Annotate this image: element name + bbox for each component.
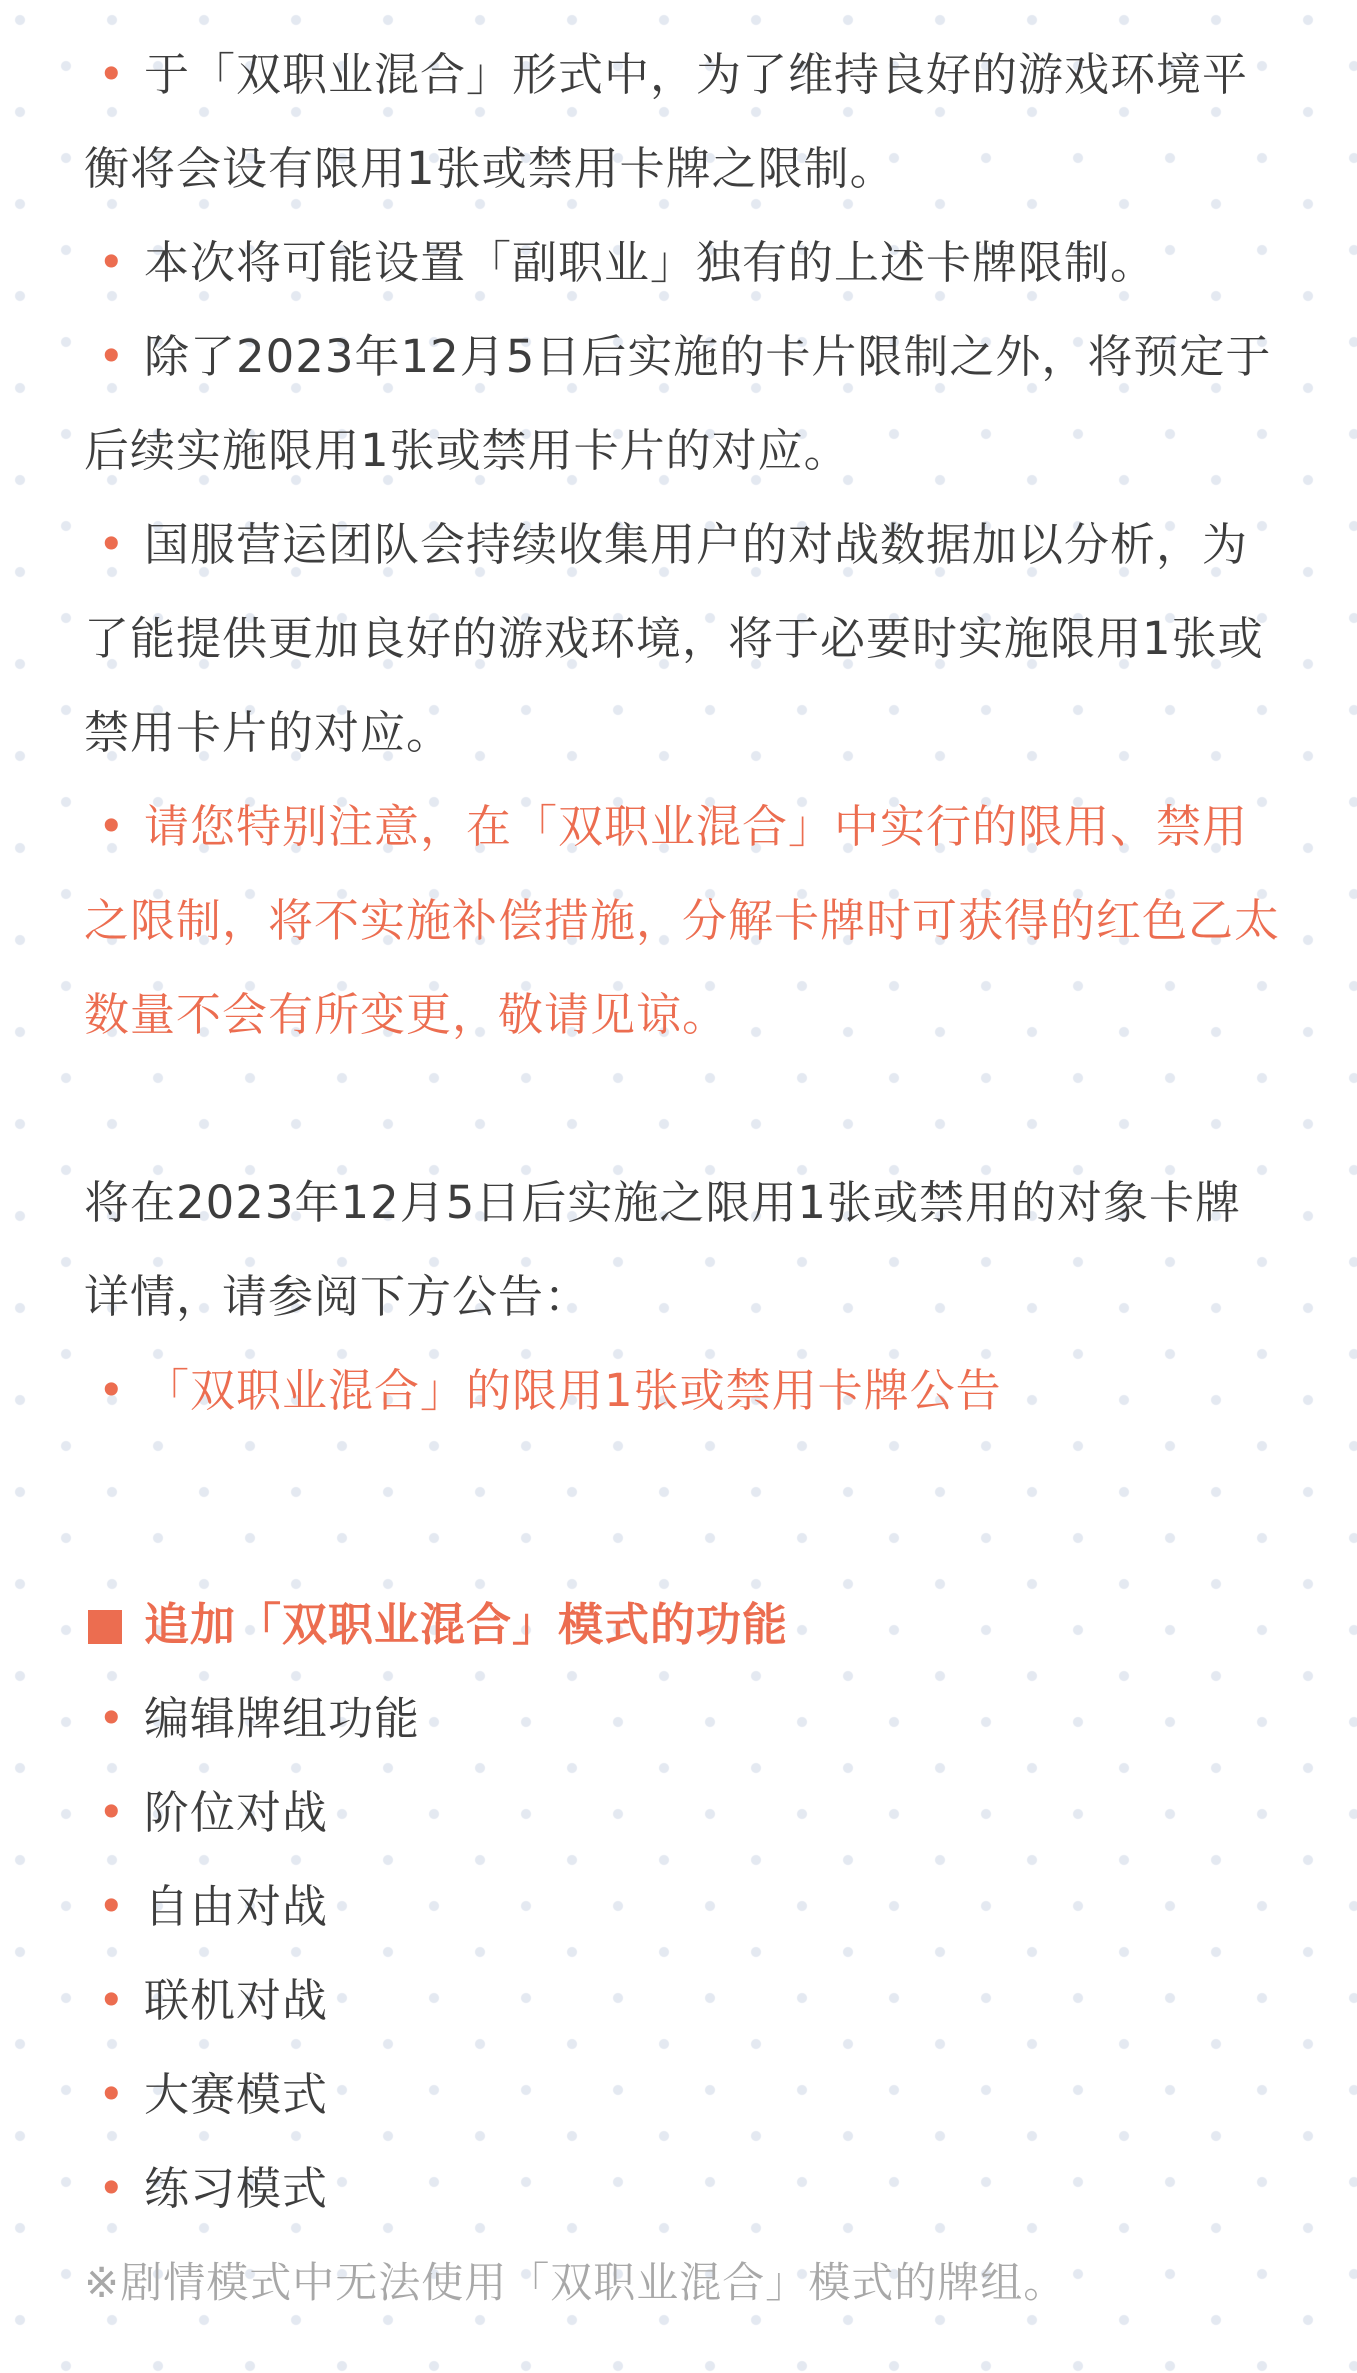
list-item — [84, 2142, 1284, 2236]
spacer — [84, 1438, 1284, 1578]
bullet-dot-icon: • — [98, 236, 126, 289]
announcement-content — [84, 28, 1284, 2330]
restriction-text: 于「双职业混合」形式中，为了维持良好的游戏环境平衡将会设有限用1张或禁用卡牌之限制。 — [84, 48, 1249, 195]
bullet-dot-icon: • — [98, 1974, 126, 2027]
list-item — [84, 1954, 1284, 2048]
restriction-item — [84, 498, 1284, 780]
restriction-text: 本次将可能设置「副职业」独有的上述卡牌限制。 — [144, 236, 1157, 289]
list-item — [84, 1672, 1284, 1766]
bullet-dot-icon: • — [98, 1786, 126, 1839]
bullet-dot-icon: • — [98, 800, 126, 853]
feature-label: 自由对战 — [144, 1880, 329, 1933]
feature-label: 大赛模式 — [144, 2068, 329, 2121]
square-marker-icon — [88, 1610, 122, 1644]
list-item — [84, 1860, 1284, 1954]
list-item — [84, 2048, 1284, 2142]
bullet-dot-icon: • — [98, 48, 126, 101]
bullet-dot-icon: • — [98, 1692, 126, 1745]
reference-text: 将在2023年12月5日后实施之限用1张或禁用的对象卡牌详情，请参阅下方公告： — [84, 1176, 1242, 1323]
features-list — [84, 1672, 1284, 2236]
features-heading — [84, 1578, 1284, 1672]
restriction-item — [84, 310, 1284, 498]
list-item — [84, 1766, 1284, 1860]
features-heading-text: 追加「双职业混合」模式的功能 — [144, 1598, 789, 1651]
bullet-dot-icon: • — [98, 330, 126, 383]
ban-list-announcement-link[interactable]: 「双职业混合」的限用1张或禁用卡牌公告 — [144, 1364, 1002, 1417]
spacer — [84, 1062, 1284, 1156]
feature-label: 练习模式 — [144, 2162, 329, 2215]
compensation-notice — [84, 780, 1284, 1062]
bullet-dot-icon: • — [98, 2068, 126, 2121]
bullet-dot-icon: • — [98, 2162, 126, 2215]
bullet-dot-icon: • — [98, 1880, 126, 1933]
feature-label: 联机对战 — [144, 1974, 329, 2027]
feature-label: 编辑牌组功能 — [144, 1692, 421, 1745]
bullet-dot-icon: • — [98, 518, 126, 571]
story-mode-note: ※剧情模式中无法使用「双职业混合」模式的牌组。 — [84, 2258, 1067, 2307]
reference-link-item — [84, 1344, 1284, 1438]
restriction-text: 国服营运团队会持续收集用户的对战数据加以分析，为了能提供更加良好的游戏环境，将于必要时实施限用1张或禁用卡片的对应。 — [84, 518, 1264, 759]
restriction-item — [84, 216, 1284, 310]
compensation-notice-text: 请您特别注意，在「双职业混合」中实行的限用、禁用之限制，将不实施补偿措施，分解卡牌时可获得的红色乙太数量不会有所变更，敬请见谅。 — [84, 800, 1281, 1041]
restriction-item — [84, 28, 1284, 216]
bullet-dot-icon: • — [98, 1364, 126, 1417]
restriction-text: 除了2023年12月5日后实施的卡片限制之外，将预定于后续实施限用1张或禁用卡片的对应。 — [84, 330, 1272, 477]
feature-label: 阶位对战 — [144, 1786, 329, 1839]
